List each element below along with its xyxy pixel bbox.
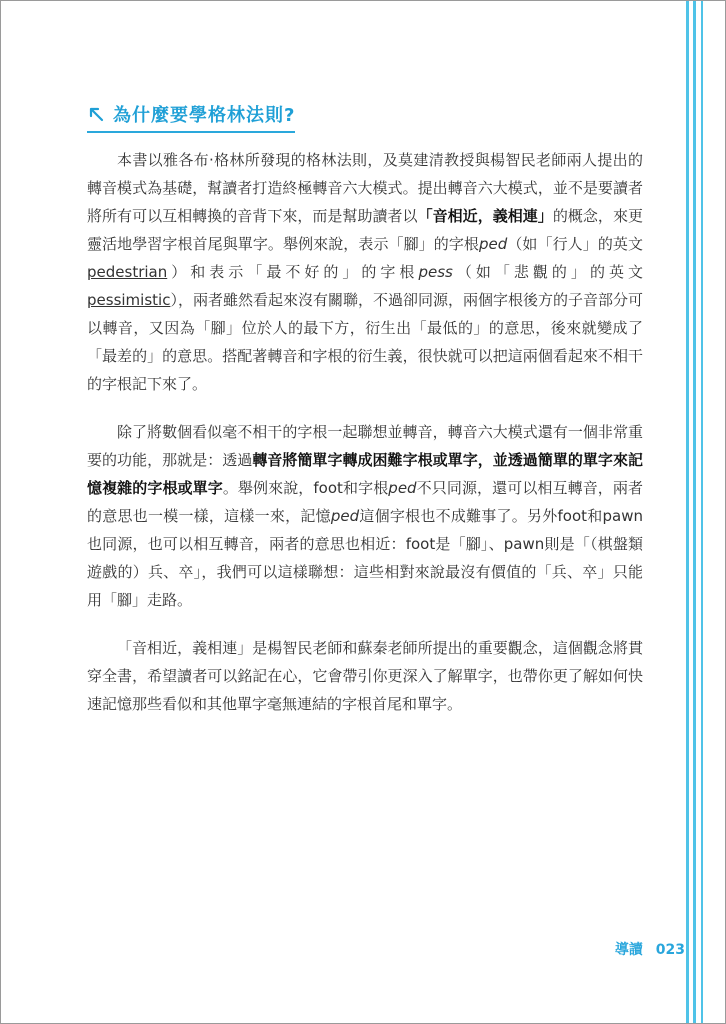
decorative-edge-bar (701, 1, 703, 1023)
paragraph (87, 634, 643, 718)
decorative-edge-bar (693, 1, 696, 1023)
text-run: 不只同源，還可以相互轉音，兩者的意思也一模一樣，這樣一來，記憶 (87, 479, 643, 525)
italic-term: ped (479, 235, 508, 253)
page-number: 023 (655, 942, 685, 958)
text-run: （如「悲觀的」的英文 (452, 263, 643, 281)
text-run: 這個字根也不成難事了。另外foot和pawn也同源，也可以相互轉音，兩者的意思也相近：foot是「腳」、pawn則是「（棋盤類遊戲的）兵、卒」，我們可以這樣聯想：這些相對來說最沒有價值的「兵、卒」只能用「腳」走路。 (87, 507, 643, 609)
text-run: 。舉例來說，foot和字根 (222, 479, 389, 497)
italic-term: ped (388, 479, 417, 497)
italic-term: ped (330, 507, 360, 525)
text-run: ），兩者雖然看起來沒有關聯，不過卻同源，兩個字根後方的子音部分可以轉音，又因為「腳」位於人的最下方，衍生出「最低的」的意思，後來就變成了「最差的」的意思。搭配著轉音和字根的衍生義，很快就可以把這兩個看起來不相干的字根記下來了。 (87, 291, 643, 393)
decorative-edge-bar (686, 1, 689, 1023)
text-run: （如「行人」的英文 (507, 235, 643, 253)
section-heading (87, 101, 295, 133)
bold-text: 轉音將簡單字轉成困難字根或單字，並透過簡單的單字來記憶複雜的字根或單字 (87, 451, 643, 497)
text-run: 的概念，來更靈活地學習字根首尾與單字。舉例來說，表示「腳」的字根 (87, 207, 643, 253)
text-run: 本書以雅各布‧格林所發現的格林法則，及莫建清教授與楊智民老師兩人提出的轉音模式為基礎，幫讀者打造終極轉音六大模式。提出轉音六大模式，並不是要讀者將所有可以互相轉換的音背下來，而是幫助讀者以 (87, 151, 643, 225)
paragraph (87, 418, 643, 614)
text-run: 除了將數個看似毫不相干的字根一起聯想並轉音，轉音六大模式還有一個非常重要的功能，那就是：透過 (87, 423, 643, 469)
italic-term: pess (418, 263, 453, 281)
bold-text: 「音相近，義相連」 (417, 207, 553, 225)
section-label: 導讀 (614, 942, 643, 958)
page-footer (615, 939, 685, 959)
underlined-word: pessimistic (87, 291, 171, 309)
section-title: 為什麼要學格林法則? (113, 105, 296, 126)
underlined-word: pedestrian (87, 263, 168, 281)
arrow-up-left-icon (87, 105, 105, 123)
text-run: 「音相近，義相連」是楊智民老師和蘇秦老師所提出的重要觀念，這個觀念將貫穿全書，希望讀者可以銘記在心，它會帶引你更深入了解單字，也帶你更了解如何快速記憶那些看似和其他單字毫無連結的字根首尾和單字。 (87, 639, 643, 713)
body-text (87, 146, 643, 738)
paragraph (87, 146, 643, 398)
text-run: ）和表示「最不好的」的字根 (167, 263, 419, 281)
